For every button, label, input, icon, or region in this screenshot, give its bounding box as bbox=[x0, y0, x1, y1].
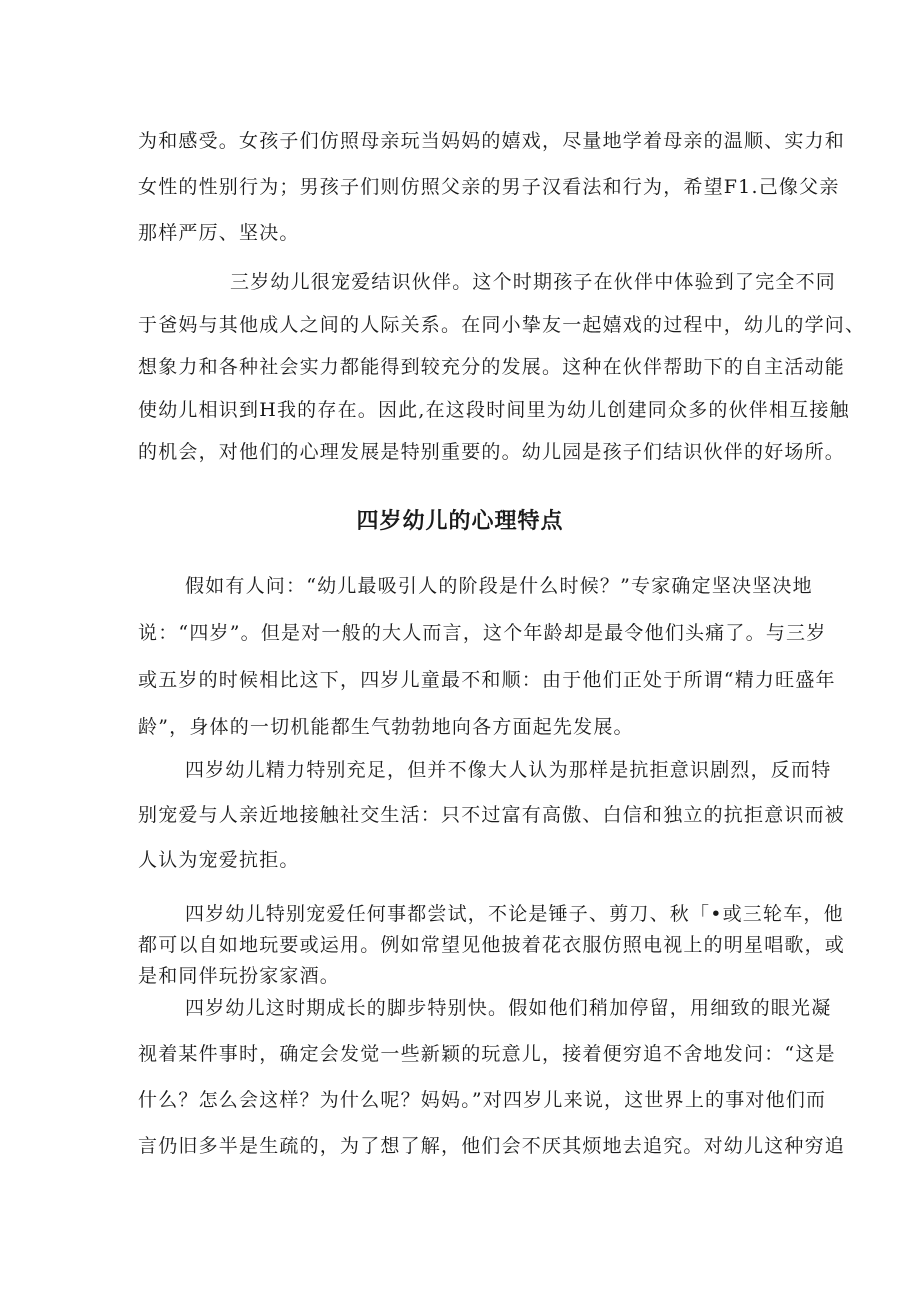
text-line: 四岁幼儿这时期成长的脚步特别快。假如他们稍加停留，用细致的眼光凝 bbox=[185, 997, 832, 1019]
text-line: 为和感受。女孩子们仿照母亲玩当妈妈的嬉戏，尽量地学着母亲的温顺、实力和 bbox=[138, 130, 846, 152]
paragraph bbox=[138, 118, 846, 256]
text-line: 女性的性别行为；男孩子们则仿照父亲的男子汉看法和行为，希望F1.己像父亲 bbox=[138, 176, 840, 198]
text-line: 龄”，身体的一切机能都生气勃勃地向各方面起先发展。 bbox=[138, 716, 634, 738]
text-line: 假如有人问：“幼儿最吸引人的阶段是什么时候？”专家确定坚决坚决地 bbox=[185, 575, 813, 597]
paragraph bbox=[138, 748, 846, 883]
text-line: 三岁幼儿很宠爱结识伙伴。这个时期孩子在伙伴中体验到了完全不同 bbox=[230, 271, 837, 293]
text-line: 四岁幼儿精力特别充足，但并不像大人认为那样是抗拒意识剧烈，反而特 bbox=[185, 759, 832, 781]
paragraph bbox=[138, 563, 836, 751]
text-line: 使幼儿相识到H我的存在。因此,在这段时间里为幼儿创建同众多的伙伴相互接触 bbox=[138, 398, 850, 421]
text-line: 别宠爱与人亲近地接触社交生活：只不过富有高傲、白信和独立的抗拒意识而被 bbox=[138, 804, 846, 826]
text-line: 说：“四岁”。但是对一般的大人而言，这个年龄却是最令他们头痛了。与三岁 bbox=[138, 622, 827, 644]
text-line: 那样严厉、坚决。 bbox=[138, 222, 300, 244]
text-line: 于爸妈与其他成人之间的人际关系。在同小挚友一起嬉戏的过程中，幼儿的学问、 bbox=[138, 313, 866, 336]
text-line: 言仍旧多半是生疏的，为了想了解，他们会不厌其烦地去追究。对幼儿这种穷追 bbox=[138, 1135, 846, 1157]
text-line: 四岁幼儿特别宠爱任何事都尝试，不论是锤子、剪刀、秋「•或三轮车，他 bbox=[185, 903, 844, 925]
paragraph bbox=[138, 261, 866, 474]
text-line: 视着某件事时，确定会发觉一些新颖的玩意儿，接着便穷追不舍地发问：“这是 bbox=[138, 1043, 836, 1065]
text-line: 是和同伴玩扮家家酒。 bbox=[138, 965, 341, 987]
text-line: 都可以自如地玩要或运用。例如常望见他披着花衣服仿照电视上的明星唱歌，或 bbox=[138, 934, 846, 956]
text-line: 什么？怎么会这样？为什么呢？妈妈。”对四岁儿来说，这世界上的事对他们而 bbox=[138, 1089, 827, 1111]
paragraph bbox=[138, 899, 846, 992]
paragraph bbox=[138, 985, 846, 1169]
section-title: 四岁幼儿的心理特点 bbox=[356, 509, 564, 534]
text-line: 人认为宠爱抗拒。 bbox=[138, 849, 300, 871]
text-line: 想象力和各种社会实力都能得到较充分的发展。这种在伙伴帮助下的自主活动能 bbox=[138, 356, 846, 378]
text-line: 的机会，对他们的心理发展是特别重要的。幼儿园是孩子们结识伙伴的好场所。 bbox=[138, 441, 846, 463]
text-line: 或五岁的时候相比这下，四岁儿童最不和顺：由于他们正处于所谓“精力旺盛年 bbox=[138, 669, 836, 691]
